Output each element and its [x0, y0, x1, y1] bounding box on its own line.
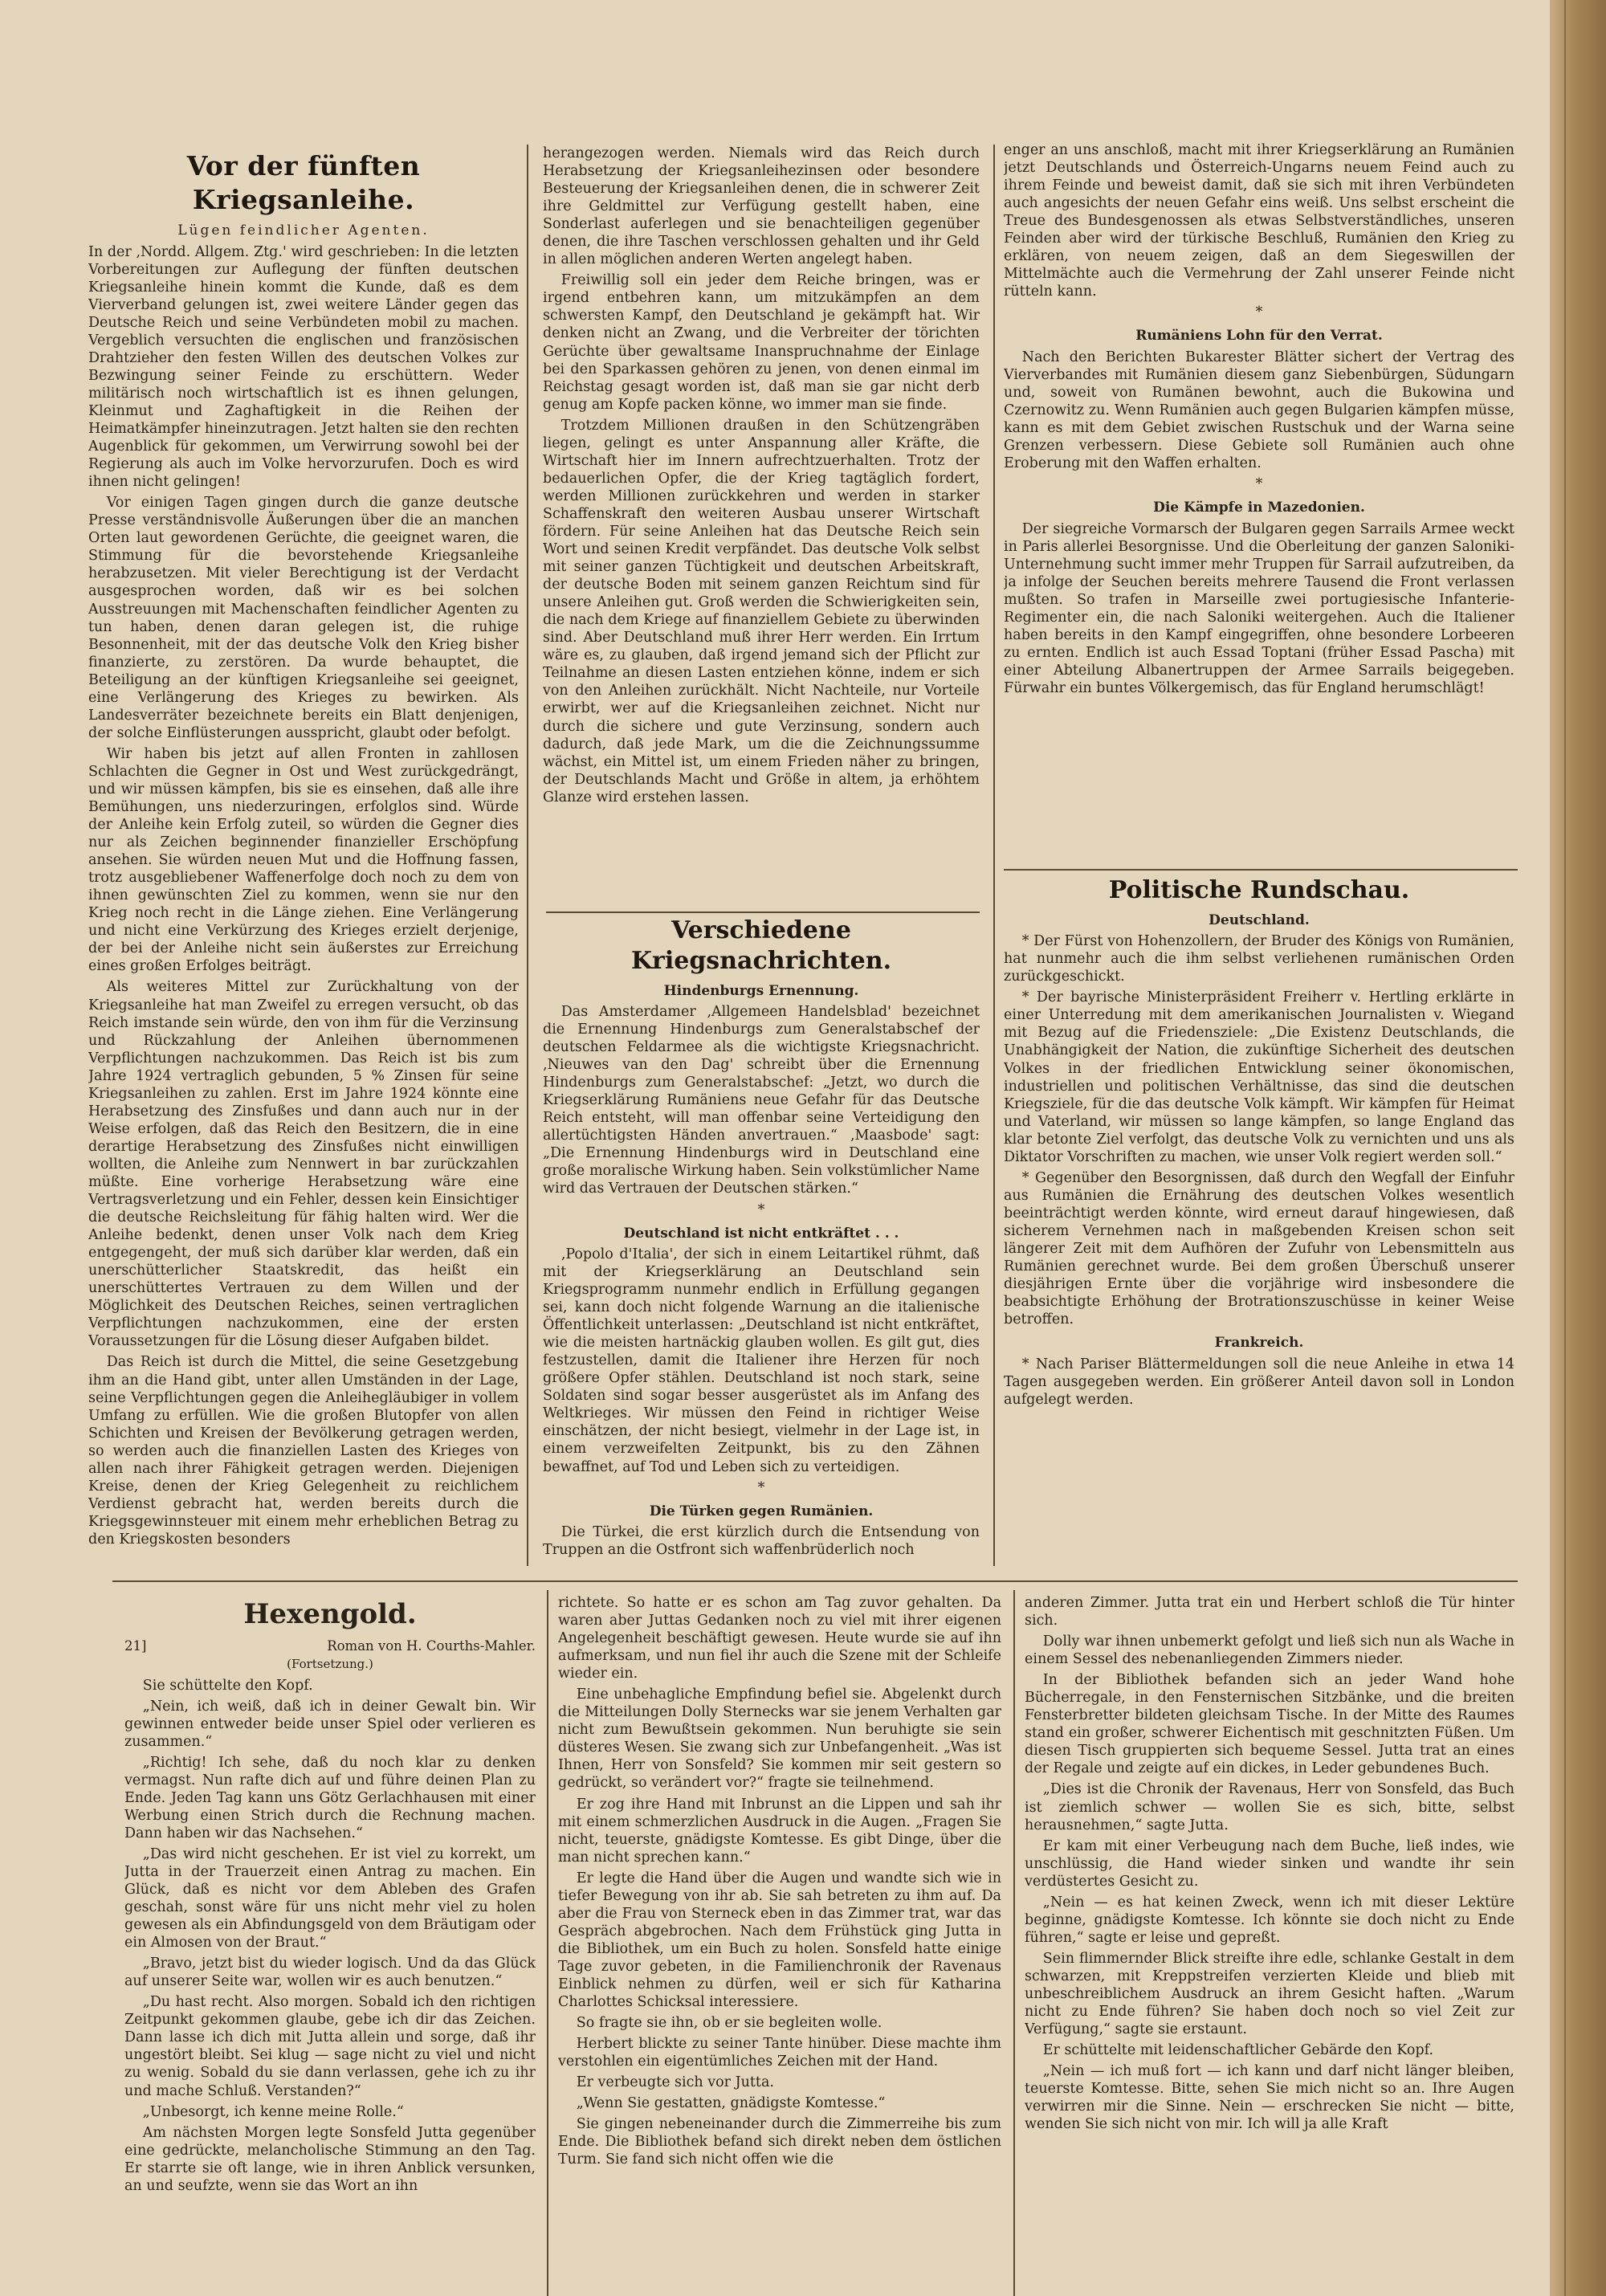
novel-title: Hexengold.: [243, 1598, 417, 1630]
paragraph: anderen Zimmer. Jutta trat ein und Herbert schloß die Tür hinter sich.: [1025, 1595, 1514, 1629]
paragraph: richtete. So hatte er es schon am Tag zuvor gehalten. Da waren aber Juttas Gedanken noch zu viel mit ihrer eigenen Angelegenheit beschäftigt gewesen. Heute wurde sie auf ihn aufmerksam, und nun fiel ihr auch die Szene mit der Schleife wieder ein.: [558, 1595, 1001, 1682]
paragraph: „Nein — es hat keinen Zweck, wenn ich mit dieser Lektüre beginne, gnädigste Komtesse. Ich könnte sie doch nicht zu Ende führen,“ sagte er leise und gepreßt.: [1025, 1894, 1514, 1946]
article-subtitle: Lügen feindlicher Agenten.: [177, 222, 430, 239]
paragraph: Er zog ihre Hand mit Inbrunst an die Lippen und sah ihr mit einem schmerzlichen Ausdruck in die Augen. „Fragen Sie nicht, teuerste, gnädigste Komtesse. Es gibt Dinge, über die man nicht sprechen kann.“: [558, 1796, 1001, 1866]
separator-star: *: [757, 1201, 765, 1218]
novel-column-1: [124, 1594, 536, 2293]
paragraph: Freiwillig soll ein jeder dem Reiche bringen, was er irgend entbehren kann, um mitzukämpfen an dem schwersten Kampf, den Deutschland je gekämpft hat. Wir denken nicht an Zwang, und die Verbreiter der törichten Gerüchte über gewaltsame Inanspruchnahme der Einlage bei den Sparkassen gehören zu jenen, von denen einmal im Reichstag gesagt worden ist, daß man sie gar nicht derb genug am Kopfe packen könne, wo immer man sie finde.: [543, 272, 980, 413]
page-spine: [1550, 0, 1606, 2296]
paragraph: So fragte sie ihn, ob er sie begleiten wolle.: [576, 2015, 882, 2032]
column-rule: [547, 1590, 548, 2296]
section-heading: Deutschland.: [1209, 911, 1310, 928]
paragraph: Eine unbehagliche Empfindung befiel sie. Abgelenkt durch die Mitteilungen Dolly Sternecks war sie jenem Verhalten gar nicht zum Bewußtsein gekommen. Nun beruhigte sie sein düsteres Wesen. Sie zwang sich zur Unbefangenheit. „Was ist Ihnen, Herr von Sonsfeld? Sie kommen mir seit gestern so gedrückt, so verändert vor?“ fragte sie teilnehmend.: [558, 1686, 1001, 1792]
paragraph: enger an uns anschloß, macht mit ihrer Kriegserklärung an Rumänien jetzt Deutschlands und Österreich-Ungarns neuem Feind auch zu ihrem Feinde und beweist damit, daß sie sich mit ihren Verbündeten auch angesichts der neuen Gefahr eins weiß. Uns selbst erscheint die Treue des Bundesgenossen als etwas Selbstverständliches, unseren Feinden aber wird der türkische Beschluß, Rumänien den Krieg zu erklären, von neuem zeigen, daß an dem Siegeswillen der Mittelmächte auch die Vermehrung der Zahl unserer Feinde nicht rütteln kann.: [1004, 142, 1514, 300]
paragraph: * Der Fürst von Hohenzollern, der Bruder des Königs von Rumänien, hat nunmehr auch die ihm selbst verliehenen rumänischen Orden zurückgeschickt.: [1004, 933, 1514, 985]
paragraph: ‚Popolo d'Italia', der sich in einem Leitartikel rühmt, daß mit der Kriegserklärung an Deutschland sein Kriegsprogramm nunmehr endlich in Erfüllung gegangen sei, kann doch nicht folgende Warnung an die italienische Öffentlichkeit unterlassen: „Deutschland ist nicht entkräftet, wie die meisten hartnäckig glauben wollen. Es gilt gut, dies festzustellen, damit die Italiener ihre Herzen für noch größere Opfer stählen. Deutschland ist noch stark, seine Soldaten sind sogar besser ausgerüstet als im Anfang des Weltkrieges. Wir müssen den Feind in richtiger Weise einschätzen, der nicht besiegt, vielmehr in der Lage ist, in einem verzweifelten Zeitpunkt, bis zu den Zähnen bewaffnet, auf Tod und Leben sich zu verteidigen.: [543, 1246, 980, 1475]
paragraph: „Bravo, jetzt bist du wieder logisch. Und da das Glück auf unserer Seite war, wollen wir es auch benutzen.“: [124, 1955, 536, 1990]
paragraph: „Richtig! Ich sehe, daß du noch klar zu denken vermagst. Nun rafte dich auf und führe deinen Plan zu Ende. Jeden Tag kann uns Götz Gerlachhausen mit einer Werbung einen Strich durch die Rechnung machen. Dann haben wir das Nachsehen.“: [124, 1754, 536, 1841]
continuation-note: (Fortsetzung.): [287, 1656, 373, 1671]
paragraph: „Nein — ich muß fort — ich kann und darf nicht länger bleiben, teuerste Komtesse. Bitte, sehen Sie mich nicht so an. Ihre Augen verwirren mir die Sinne. Nein — erschrecken Sie nicht — bitte, wenden Sie sich nicht von mir. Ich will ja alle Kraft: [1025, 2063, 1514, 2133]
article-title: Politische Rundschau.: [1108, 876, 1410, 904]
paragraph: herangezogen werden. Niemals wird das Reich durch Herabsetzung der Kriegsanleihezinsen oder besondere Besteuerung der Kriegsanleihen denen, die in schwerer Zeit ihre Geldmittel zur Verfügung gestellt haben, eine Sonderlast auferlegen und sie benachteiligen gegenüber denen, die ihre Taschen verschlossen gehalten und ihr Geld in allen möglichen anderen Werten angelegt haben.: [543, 145, 980, 268]
paragraph: „Wenn Sie gestatten, gnädigste Komtesse.“: [576, 2095, 886, 2112]
paragraph: Er legte die Hand über die Augen und wandte sich wie in tiefer Bewegung von ihr ab. Sie sah betreten zu ihm auf. Da aber die Frau von Sterneck eben in das Zimmer trat, war das Gespräch abgebrochen. Nach dem Frühstück ging Jutta in die Bibliothek, um ein Buch zu holen. Sonsfeld hatte einige Tage zuvor gebeten, in die Familienchronik der Ravenaus Einblick nehmen zu dürfen, weil er sich für Katharina Charlottes Schicksal interessiere.: [558, 1870, 1001, 2011]
paragraph: „Nein, ich weiß, daß ich in deiner Gewalt bin. Wir gewinnen entweder beide unser Spiel oder verlieren es zusammen.“: [124, 1698, 536, 1750]
novel-column-2: [558, 1594, 1001, 2293]
paragraph: „Unbesorgt, ich kenne meine Rolle.“: [142, 2103, 404, 2120]
paragraph: Sie schüttelte den Kopf.: [142, 1677, 313, 1694]
section-rule: [112, 1580, 1518, 1582]
paragraph: „Du hast recht. Also morgen. Sobald ich den richtigen Zeitpunkt gekommen glaube, gebe ich dir das Zeichen. Dann lasse ich dich mit Jutta allein und sorge, daß ihr ungestört bleibt. Sei klug — sage nicht zu viel und nicht zu wenig. Sobald du sie dann verlassen, gehe ich zu ihr und mache Schluß. Verstanden?“: [124, 1994, 536, 2099]
paragraph: * Gegenüber den Besorgnissen, daß durch den Wegfall der Einfuhr aus Rumänien die Ernährung des deutschen Volkes wesentlich beeinträchtigt werden könnte, wird erneut darauf hingewiesen, daß sicherem Vernehmen nach in maßgebenden Kreisen schon seit längerer Zeit mit dem Aufhören der Zufuhr von Lebensmitteln aus Rumänien gerechnet wurde. Bei dem großen Überschuß unserer diesjährigen Ernte über die vorjährige wird insbesondere die beabsichtigte Erhöhung der Brotrationszuschüsse in keiner Weise betroffen.: [1004, 1169, 1514, 1328]
paragraph: Vor einigen Tagen gingen durch die ganze deutsche Presse verständnisvolle Äußerungen über die an manchen Orten laut gewordenen Gerüchte, die geeignet waren, die Stimmung für die bevorstehende Kriegsanleihe herabzusetzen. Mit vieler Berechtigung ist der Verdacht ausgesprochen worden, daß wir es bei solchen Ausstreuungen mit Machenschaften feindlicher Agenten zu tun haben, denen daran gelegen ist, die ruhige Besonnenheit, mit der das deutsche Volk den Krieg bisher finanzierte, zu zerstören. Da wurde behauptet, die Beteiligung an der künftigen Kriegsanleihe sei geeignet, eine Verlängerung des Krieges zu bewirken. Als Landesverräter bezeichnete bereits ein Blatt denjenigen, der solche Einflüsterungen ausspricht, glaubt oder befolgt.: [88, 495, 519, 741]
paragraph: Trotzdem Millionen draußen in den Schützengräben liegen, gelingt es unter Anspannung aller Kräfte, die Wirtschaft hier im Innern aufrechtzuerhalten. Trotz der bedauerlichen Opfer, die der Krieg tagtäglich fordert, werden Millionen zurückkehren und werden in starker Schaffenskraft den weiteren Ausbau unserer Wirtschaft fördern. Für seine Anleihen hat das Deutsche Reich sein Wort und seinen Kredit verpfändet. Das deutsche Volk selbst mit seiner ganzen Tüchtigkeit und deutschen Arbeitskraft, der deutsche Boden mit seinem ganzen Reichtum sind für unsere Anleihen gut. Groß werden die Schwierigkeiten sein, die nach dem Kriege auf finanziellem Gebiete zu überwinden sind. Aber Deutschland muß ihrer Herr werden. Ein Irrtum wäre es, zu glauben, daß irgend jemand sich der Pflicht zur Teilnahme an diesen Lasten entziehen könne, indem er sich von den Anleihen zurückhält. Nicht Nachteile, nur Vorteile erwirbt, wer auf die Kriegsanleihen zeichnet. Nicht nur durch die sichere und gute Verzinsung, sondern auch dadurch, daß jede Mark, um die die Zeichnungssumme wächst, ein Mittel ist, um einem Frieden näher zu bringen, der Deutschlands Macht und Größe in altem, ja erhöhtem Glanze wird erstehen lassen.: [543, 417, 980, 805]
article-politische-rundschau: [1004, 875, 1514, 1574]
paragraph: Er verbeugte sich vor Jutta.: [576, 2074, 774, 2091]
novel-column-3: [1025, 1594, 1514, 2293]
article-continuation: [543, 145, 980, 907]
paragraph: Er schüttelte mit leidenschaftlicher Gebärde den Kopf.: [1042, 2042, 1434, 2059]
paragraph: Am nächsten Morgen legte Sonsfeld Jutta gegenüber eine gedrückte, melancholische Stimmung an den Tag. Er starrte sie oft lange, wie in ihren Anblick versunken, an und seufzte, wenn sie das Wort an ihn: [124, 2124, 536, 2194]
paragraph: „Dies ist die Chronik der Ravenaus, Herr von Sonsfeld, das Buch ist ziemlich schwer — wollen Sie es sich, bitte, selbst herausnehmen,“ sagte Jutta.: [1025, 1781, 1514, 1833]
article-kriegsnachrichten: [543, 916, 980, 1574]
paragraph: Der siegreiche Vormarsch der Bulgaren gegen Sarrails Armee weckt in Paris allerlei Besorgnisse. Und die Oberleitung der ganzen Saloniki-Unternehmung sucht immer mehr Truppen für Sarrail aufzutreiben, da ja infolge der Seuchen bereits mehrere Tausend die Front verlassen mußten. So trafen in Marseille zwei portugiesische Infanterie-Regimenter ein, die nach Saloniki weitergehen. Auch die Italiener haben bereits in den Kampf eingegriffen, ohne besondere Lorbeeren zu ernten. Endlich ist auch Essad Toptani (früher Essad Pascha) mit einer Abteilung Albanertruppen der Armee Sarrails beigegeben. Fürwahr ein buntes Völkergemisch, das für England herumschlägt!: [1004, 520, 1514, 697]
separator-star: *: [757, 1479, 765, 1496]
author-line: Roman von H. Courths-Mahler.: [327, 1637, 536, 1654]
paragraph: Sein flimmernder Blick streifte ihre edle, schlanke Gestalt in dem schwarzen, mit Kreppstreifen verzierten Kleide und blieb mit unbeschreiblichem Ausdruck an ihrem Gesicht haften. „Warum nicht zu Ende führen? Sie haben doch noch so viel Zeit zur Verfügung,“ sagte sie erstaunt.: [1025, 1950, 1514, 2038]
installment-number: 21]: [124, 1637, 147, 1654]
paragraph: Er kam mit einer Verbeugung nach dem Buche, ließ indes, wie unschlüssig, die Hand wieder sinken und wandte ihr sein verdüstertes Gesicht zu.: [1025, 1837, 1514, 1890]
paragraph: Das Reich ist durch die Mittel, die seine Gesetzgebung ihm an die Hand gibt, unter allen Umständen in der Lage, seine Verpflichtungen gegen die Anleihegläubiger in vollem Umfang zu erfüllen. Wie die großen Blutopfer von allen Schichten und Kreisen der Bevölkerung getragen werden, so werden auch die finanziellen Lasten des Krieges von allen nach ihrer Fähigkeit getragen werden. Diejenigen Kreise, denen der Krieg Gelegenheit zu reichlichem Verdienst gebracht hat, werden bereits durch die Kriegsgewinnsteuer mit einem mehr erheblichen Betrag zu den Kriegskosten besonders: [88, 1354, 519, 1548]
article-kriegsanleihe: [88, 149, 519, 1571]
article-title: Verschiedene Kriegsnachrichten.: [630, 916, 892, 975]
novel-byline: [124, 1638, 536, 1655]
section-heading: Frankreich.: [1214, 1335, 1304, 1352]
section-heading: Hindenburgs Ernennung.: [663, 982, 859, 999]
paragraph: Herbert blickte zu seiner Tante hinüber. Diese machte ihm verstohlen ein eigentümliches Zeichen mit der Hand.: [558, 2036, 1001, 2070]
section-heading: Die Kämpfe in Mazedonien.: [1153, 500, 1365, 516]
column-rule: [1013, 1590, 1015, 2296]
section-heading: Rumäniens Lohn für den Verrat.: [1135, 328, 1383, 345]
paragraph: Nach den Berichten Bukarester Blätter sichert der Vertrag des Vierverbandes mit Rumänien diesem ganz Siebenbürgen, Südungarn und, soweit von Rumänen bewohnt, auch die Bukowina und Czernowitz zu. Wenn Rumänien auch gegen Bulgarien kämpfen müsse, kann es mit dem Gebiet zwischen Rustschuk und der Warna seine Grenzen verbessern. Diese Gebiete soll Rumänien auch ohne Eroberung mit den Waffen erhalten.: [1004, 349, 1514, 472]
paragraph: In der ‚Nordd. Allgem. Ztg.' wird geschrieben: In die letzten Vorbereitungen zur Auflegung der fünften deutschen Kriegsanleihe hinein kommt die Kunde, daß es dem Vierverband gelungen ist, zwei weitere Länder gegen das Deutsche Reich und seine Verbündeten mobil zu machen. Vergeblich versuchten die englischen und französischen Drahtzieher den festen Willen des deutschen Volkes zur Bezwingung seiner Feinde zu erschüttern. Weder militärisch noch wirtschaftlich ist es ihnen gelungen, Kleinmut und Zaghaftigkeit in die Reihen der Heimatkämpfer hineinzutragen. Jetzt halten sie den rechten Augenblick für gekommen, um Verwirrung sowohl bei der Regierung als auch im Volke hervorzurufen. Doch es wird ihnen nicht gelingen!: [88, 243, 519, 491]
paragraph: Die Türkei, die erst kürzlich durch die Entsendung von Truppen an die Ostfront sich waffenbrüderlich noch: [543, 1524, 980, 1559]
article-rule: [1004, 869, 1518, 871]
paragraph: Das Amsterdamer ‚Allgemeen Handelsblad' bezeichnet die Ernennung Hindenburgs zum Generalstabschef der deutschen Feldarmee als die wichtigste Kriegsnachricht. ‚Nieuwes van den Dag' schreibt über die Ernennung Hindenburgs zum Generalstabschef: „Jetzt, wo durch die Kriegserklärung Rumäniens neue Gefahr für das Deutsche Reich entsteht, will man offenbar seine Verteidigung den allertüchtigsten Händen anvertrauen.“ ‚Maasbode' sagt: „Die Ernennung Hindenburgs wird in Deutschland eine große moralische Wirkung haben. Sein volkstümlicher Name wird das Vertrauen der Deutschen stärken.“: [543, 1004, 980, 1197]
article-tuerkei-continuation: [1004, 141, 1514, 864]
article-rule: [546, 911, 980, 913]
paragraph: In der Bibliothek befanden sich an jeder Wand hohe Bücherregale, in den Fensternischen Sitzbänke, und die breiten Fensterbretter bildeten gleichsam Tische. In der Mitte des Raumes stand ein großer, schwerer Eichentisch mit geschnitzten Füßen. Um diesen Tisch gruppierten sich bequeme Sessel. Jutta trat an eines der Regale und zeigte auf ein dickes, in Leder gebundenes Buch.: [1025, 1672, 1514, 1777]
column-rule: [527, 145, 528, 1566]
separator-star: *: [1255, 304, 1263, 321]
paragraph: Als weiteres Mittel zur Zurückhaltung von der Kriegsanleihe hat man Zweifel zu erregen versucht, ob das Reich imstande sein würde, den von ihm für die Verzinsung und Rückzahlung der Anleihen übernommenen Verpflichtungen nachzukommen. Das Reich ist bis zum Jahre 1924 vertraglich gebunden, 5 % Zinsen für seine Kriegsanleihen zu zahlen. Erst im Jahre 1924 könnte eine Herabsetzung des Zinsfußes und dann auch nur in der Weise erfolgen, daß das Reich den Besitzern, die in eine derartige Herabsetzung des Zinsfußes nicht einwilligen wollten, die Anleihe zum Nennwert in bar zurückzahlen müßte. Eine vorherige Herabsetzung wäre eine Vertragsverletzung und ein Fehler, dessen kein Einsichtiger die deutsche Reichsleitung für fähig halten wird. Wer die Anleihe bedenkt, denen unser Volk nach dem Krieg entgegengeht, der muß sich darüber klar werden, daß ein unerschütterlicher Staatskredit, das heißt ein unerschüttertes Vertrauen zu dem Willen und der Möglichkeit des Deutschen Reiches, seinen vertraglichen Verpflichtungen nachzukommen, eine der ersten Voraussetzungen für die Lösung dieser Aufgaben bildet.: [88, 979, 519, 1350]
article-title: Vor der fünften Kriegsanleihe.: [186, 150, 421, 215]
section-heading: Deutschland ist nicht entkräftet . . .: [623, 1225, 899, 1242]
separator-star: *: [1255, 476, 1263, 493]
paragraph: * Nach Pariser Blättermeldungen soll die neue Anleihe in etwa 14 Tagen ausgegeben werden. Ein größerer Anteil davon soll in London aufgelegt werden.: [1004, 1356, 1514, 1408]
paragraph: Dolly war ihnen unbemerkt gefolgt und ließ sich nun als Wache in einem Sessel des nebenanliegenden Zimmers nieder.: [1025, 1633, 1514, 1668]
paragraph: „Das wird nicht geschehen. Er ist viel zu korrekt, um Jutta in der Trauerzeit einen Antrag zu machen. Ein Glück, daß es nicht vor dem Ableben des Grafen geschah, sonst wäre für uns nicht mehr viel zu holen gewesen als ein Abfindungsgeld von dem Bräutigam oder ein Almosen von der Braut.“: [124, 1845, 536, 1951]
paragraph: Wir haben bis jetzt auf allen Fronten in zahllosen Schlachten die Gegner in Ost und West zurückgedrängt, und wir müssen kämpfen, bis sie es einsehen, daß alle ihre Bemühungen, uns niederzuringen, erfolglos sind. Würde der Anleihe kein Erfolg zuteil, so würden die Gegner dies nur als Zeichen beginnender finanzieller Erschöpfung ansehen. Sie würden neuen Mut und die Hoffnung fassen, trotz ausgebliebener Waffenerfolge doch noch zu dem von ihnen gewünschten Ziel zu kommen, wenn sie nur den Krieg noch recht in die Länge ziehen. Eine Verlängerung und nicht eine Verkürzung des Krieges erzielt derjenige, der bei der Anleihe nicht sein äußerstes zur Erreichung eines großen Erfolges beiträgt.: [88, 745, 519, 975]
section-heading: Die Türken gegen Rumänien.: [649, 1503, 874, 1519]
paragraph: Sie gingen nebeneinander durch die Zimmerreihe bis zum Ende. Die Bibliothek befand sich direkt neben dem östlichen Turm. Sie fand sich nicht offen wie die: [558, 2116, 1001, 2168]
paragraph: * Der bayrische Ministerpräsident Freiherr v. Hertling erklärte in einer Unterredung mit dem amerikanischen Journalisten v. Wiegand mit Bezug auf die Friedensziele: „Die Existenz Deutschlands, die Unabhängigkeit der Nation, die zukünftige Sicherheit des deutschen Volkes in der friedlichen Entwicklung seiner ökonomischen, industriellen und politischen Verhältnisse, das sind die deutschen Kriegsziele, für die das deutsche Volk kämpft. Wir kämpfen für Heimat und Vaterland, wir müssen so lange kämpfen, so lange England das klar betonte Ziel verfolgt, das deutsche Volk zu vernichten und uns als Diktator Vorschriften zu machen, wie unser Volk regiert werden soll.“: [1004, 989, 1514, 1165]
column-rule: [993, 145, 995, 1566]
